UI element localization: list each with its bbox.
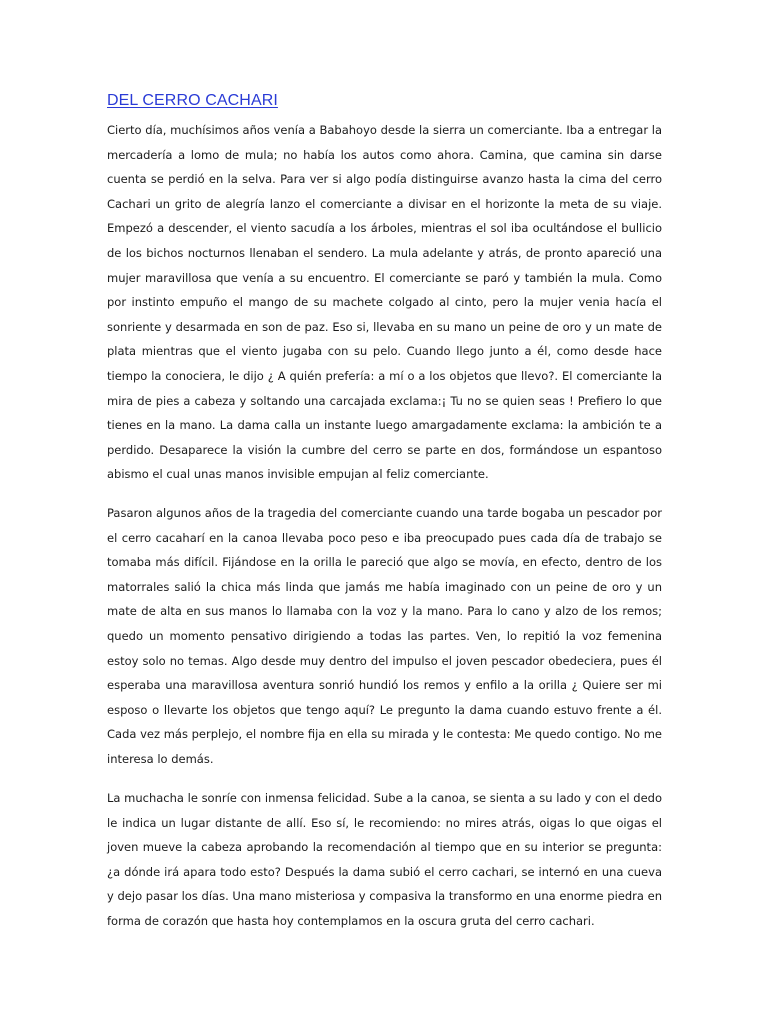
paragraph-3: La muchacha le sonríe con inmensa felicidad. Sube a la canoa, se sienta a su lado y con el dedo le indica un lugar distante de allí. Eso sí, le recomiendo: no mires atrás, oigas lo que oigas el joven mueve la cabeza aprobando la recomendación al tiempo que en su interior se pregunta: ¿a dónde irá apara todo esto? Después la dama subió el cerro cachari, se internó en una cueva y dejo pasar los días. Una mano misteriosa y compasiva la transformo en una enorme piedra en forma de corazón que hasta hoy contemplamos en la oscura gruta del cerro cachari. bbox=[107, 791, 662, 928]
page-title[interactable]: DEL CERRO CACHARI bbox=[107, 92, 278, 109]
paragraph-1: Cierto día, muchísimos años venía a Babahoyo desde la sierra un comerciante. Iba a entregar la mercadería a lomo de mula; no había los autos como ahora. Camina, que camina sin darse cuenta se perdió en la selva. Para ver si algo podía distinguirse avanzo hasta la cima del cerro Cachari un grito de alegría lanzo el comerciante a divisar en el horizonte la meta de su viaje. Empezó a descender, el viento sacudía a los árboles, mientras el sol iba ocultándose el bullicio de los bichos nocturnos llenaban el sendero. La mula adelante y atrás, de pronto apareció una mujer maravillosa que venía a su encuentro. El comerciante se paró y también la mula. Como por instinto empuño el mango de su machete colgado al cinto, pero la mujer venia hacía el sonriente y desarmada en son de paz. Eso si, llevaba en su mano un peine de oro y un mate de plata mientras que el viento jugaba con su pelo. Cuando llego junto a él, como desde hace tiempo la conociera, le dijo ¿ A quién prefería: a mí o a los objetos que llevo?. El comerciante la mira de pies a cabeza y soltando una carcajada exclama:¡ Tu no se quien seas ! Prefiero lo que tienes en la mano. La dama calla un instante luego amargadamente exclama: la ambición te a perdido. Desaparece la visión la cumbre del cerro se parte en dos, formándose un espantoso abismo el cual unas manos invisible empujan al feliz comerciante. bbox=[107, 123, 662, 482]
paragraph-2: Pasaron algunos años de la tragedia del comerciante cuando una tarde bogaba un pescador por el cerro cacaharí en la canoa llevaba poco peso e iba preocupado pues cada día de trabajo se tomaba más difícil. Fijándose en la orilla le pareció que algo se movía, en efecto, dentro de los matorrales salió la chica más linda que jamás me había imaginado con un peine de oro y un mate de alta en sus manos lo llamaba con la voz y la mano. Para lo cano y alzo de los remos; quedo un momento pensativo dirigiendo a todas las partes. Ven, lo repitió la voz femenina estoy solo no temas. Algo desde muy dentro del impulso el joven pescador obedeciera, pues él esperaba una maravillosa aventura sonrió hundió los remos y enfilo a la orilla ¿ Quiere ser mi esposo o llevarte los objetos que tengo aquí? Le pregunto la dama cuando estuvo frente a él. Cada vez más perplejo, el nombre fija en ella su mirada y le contesta: Me quedo contigo. No me interesa lo demás. bbox=[107, 506, 662, 766]
